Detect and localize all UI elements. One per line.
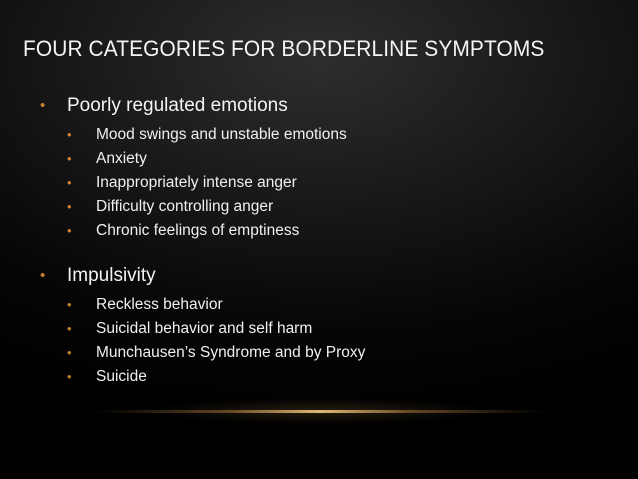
list-item [67, 219, 347, 243]
bullet-icon: • [67, 223, 72, 238]
decorative-glow-line [95, 410, 545, 413]
slide-title: FOUR CATEGORIES FOR BORDERLINE SYMPTOMS [23, 36, 545, 61]
list-item [67, 147, 347, 171]
bullet-icon: • [67, 151, 72, 166]
list-item-text: Difficulty controlling anger [96, 198, 274, 215]
bullet-icon: • [67, 369, 72, 384]
bullet-heading [40, 94, 347, 118]
list-item [67, 195, 347, 219]
bullet-icon: • [67, 199, 72, 214]
list-item-text: Suicide [96, 368, 147, 385]
list-item [67, 171, 347, 195]
bullet-icon: • [67, 345, 72, 360]
section-heading: Poorly regulated emotions [67, 95, 288, 116]
bullet-heading [40, 264, 365, 288]
list-item-text: Reckless behavior [96, 296, 223, 313]
list-item [67, 341, 365, 365]
section-heading: Impulsivity [67, 265, 156, 286]
section-impulsivity [40, 264, 365, 389]
section-emotions [40, 94, 347, 243]
list-item [67, 365, 365, 389]
bullet-icon: • [67, 175, 72, 190]
bullet-icon: • [67, 297, 72, 312]
list-item-text: Inappropriately intense anger [96, 174, 297, 191]
bullet-icon: • [40, 267, 46, 284]
sub-list [67, 123, 347, 243]
list-item-text: Anxiety [96, 150, 147, 167]
list-item-text: Suicidal behavior and self harm [96, 320, 313, 337]
list-item-text: Munchausen’s Syndrome and by Proxy [96, 344, 366, 361]
list-item-text: Mood swings and unstable emotions [96, 126, 347, 143]
list-item [67, 317, 365, 341]
list-item-text: Chronic feelings of emptiness [96, 222, 300, 239]
sub-list [67, 293, 365, 389]
bullet-icon: • [40, 97, 46, 114]
bullet-icon: • [67, 127, 72, 142]
bullet-icon: • [67, 321, 72, 336]
list-item [67, 293, 365, 317]
list-item [67, 123, 347, 147]
